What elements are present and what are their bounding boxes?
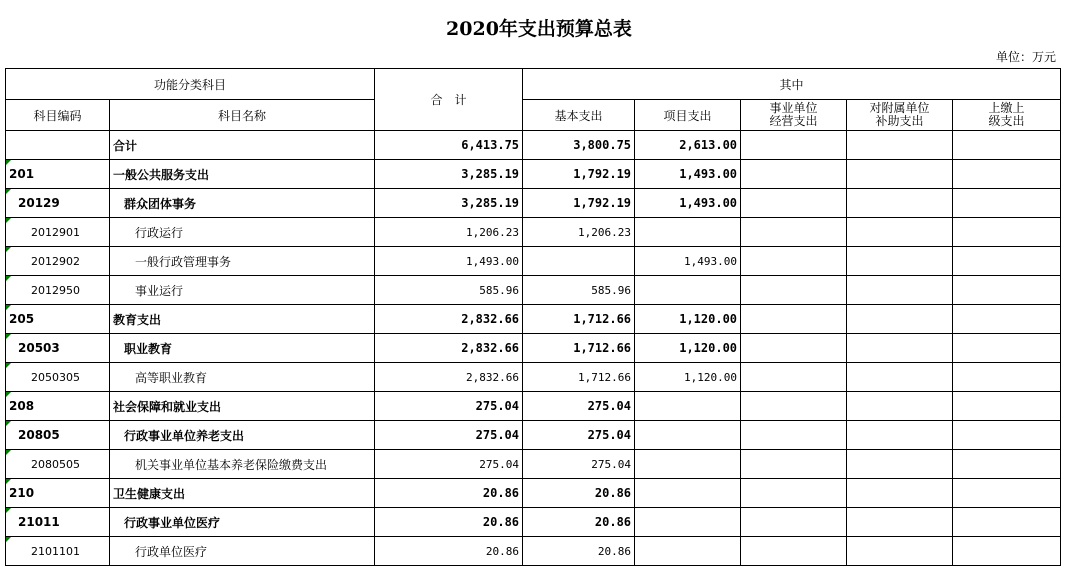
cell-basic-text: 1,206.23 xyxy=(578,225,632,239)
cell-project[interactable] xyxy=(635,189,741,218)
cell-total[interactable] xyxy=(375,131,523,160)
cell-remit[interactable] xyxy=(953,305,1061,334)
cell-code[interactable] xyxy=(6,363,110,392)
cell-biz[interactable] xyxy=(741,508,847,537)
cell-basic-text: 585.96 xyxy=(591,283,632,297)
table-row xyxy=(6,334,1061,363)
cell-project[interactable] xyxy=(635,247,741,276)
comment-marker-icon xyxy=(6,276,11,281)
cell-basic[interactable] xyxy=(523,305,635,334)
cell-name-text: 机关事业单位基本养老保险缴费支出 xyxy=(135,457,328,472)
cell-remit[interactable] xyxy=(953,450,1061,479)
cell-biz[interactable] xyxy=(741,218,847,247)
cell-total[interactable] xyxy=(375,276,523,305)
cell-basic[interactable] xyxy=(523,189,635,218)
cell-project-text: 2,613.00 xyxy=(679,138,738,152)
comment-marker-icon xyxy=(6,537,11,542)
header-row-2 xyxy=(6,100,1061,131)
header-code: 科目编码 xyxy=(6,100,110,131)
cell-subsidy[interactable] xyxy=(847,450,953,479)
cell-remit[interactable] xyxy=(953,479,1061,508)
cell-total[interactable] xyxy=(375,160,523,189)
cell-basic-text: 20.86 xyxy=(594,486,632,500)
cell-name-text: 一般公共服务支出 xyxy=(113,167,210,182)
cell-basic[interactable] xyxy=(523,537,635,566)
cell-biz[interactable] xyxy=(741,363,847,392)
cell-total-text: 1,206.23 xyxy=(466,225,520,239)
header-project: 项目支出 xyxy=(635,100,741,131)
comment-marker-icon xyxy=(6,421,11,426)
header-remit xyxy=(953,100,1061,131)
cell-total[interactable] xyxy=(375,363,523,392)
cell-basic[interactable] xyxy=(523,479,635,508)
cell-name[interactable] xyxy=(110,305,375,334)
cell-basic[interactable] xyxy=(523,160,635,189)
table-row xyxy=(6,218,1061,247)
cell-basic[interactable] xyxy=(523,363,635,392)
comment-marker-icon xyxy=(6,189,11,194)
cell-subsidy[interactable] xyxy=(847,247,953,276)
header-subsidy xyxy=(847,100,953,131)
cell-total[interactable] xyxy=(375,392,523,421)
table-row xyxy=(6,392,1061,421)
cell-basic-text: 1,712.66 xyxy=(573,312,632,326)
cell-basic-text: 275.04 xyxy=(587,399,632,413)
cell-remit[interactable] xyxy=(953,131,1061,160)
cell-remit[interactable] xyxy=(953,537,1061,566)
cell-code[interactable] xyxy=(6,131,110,160)
cell-total-text: 6,413.75 xyxy=(461,138,520,152)
cell-basic-text: 275.04 xyxy=(591,457,632,471)
cell-total[interactable] xyxy=(375,218,523,247)
table-row xyxy=(6,131,1061,160)
header-remit-line2: 级支出 xyxy=(988,114,1025,128)
cell-total-text: 1,493.00 xyxy=(466,254,520,268)
cell-project-text: 1,120.00 xyxy=(679,341,738,355)
cell-biz[interactable] xyxy=(741,276,847,305)
table-row xyxy=(6,450,1061,479)
table-row xyxy=(6,160,1061,189)
cell-code-text: 210 xyxy=(9,486,35,500)
cell-name[interactable] xyxy=(110,508,375,537)
cell-basic-text: 1,792.19 xyxy=(573,167,632,181)
cell-biz[interactable] xyxy=(741,334,847,363)
cell-name[interactable] xyxy=(110,421,375,450)
cell-name-text: 教育支出 xyxy=(113,312,162,327)
cell-total-text: 20.86 xyxy=(485,544,520,558)
cell-total-text: 2,832.66 xyxy=(461,341,520,355)
cell-remit[interactable] xyxy=(953,189,1061,218)
cell-code[interactable] xyxy=(6,189,110,218)
cell-total[interactable] xyxy=(375,421,523,450)
cell-name[interactable] xyxy=(110,363,375,392)
cell-basic[interactable] xyxy=(523,218,635,247)
cell-subsidy[interactable] xyxy=(847,218,953,247)
cell-total-text: 3,285.19 xyxy=(461,196,520,210)
cell-subsidy[interactable] xyxy=(847,421,953,450)
cell-project[interactable] xyxy=(635,276,741,305)
cell-code-text: 20503 xyxy=(18,341,60,355)
cell-code-text: 20805 xyxy=(18,428,60,442)
cell-code[interactable] xyxy=(6,421,110,450)
cell-project[interactable] xyxy=(635,305,741,334)
header-subsidy-line1: 对附属单位 xyxy=(869,101,930,115)
cell-total-text: 275.04 xyxy=(475,428,520,442)
table-row xyxy=(6,276,1061,305)
comment-marker-icon xyxy=(6,392,11,397)
cell-project[interactable] xyxy=(635,450,741,479)
cell-basic-text: 1,792.19 xyxy=(573,196,632,210)
comment-marker-icon xyxy=(6,479,11,484)
cell-name[interactable] xyxy=(110,218,375,247)
cell-remit[interactable] xyxy=(953,334,1061,363)
cell-total[interactable] xyxy=(375,247,523,276)
cell-total-text: 2,832.66 xyxy=(466,370,520,384)
cell-project[interactable] xyxy=(635,334,741,363)
cell-code[interactable] xyxy=(6,276,110,305)
cell-biz[interactable] xyxy=(741,189,847,218)
header-biz-line2: 经营支出 xyxy=(769,114,818,128)
budget-table xyxy=(5,68,1061,566)
cell-subsidy[interactable] xyxy=(847,305,953,334)
cell-code[interactable] xyxy=(6,334,110,363)
cell-remit[interactable] xyxy=(953,160,1061,189)
cell-project-text: 1,493.00 xyxy=(679,196,738,210)
cell-basic[interactable] xyxy=(523,334,635,363)
table-row xyxy=(6,421,1061,450)
cell-code-text: 20129 xyxy=(18,196,60,210)
header-biz xyxy=(741,100,847,131)
cell-project[interactable] xyxy=(635,392,741,421)
header-name: 科目名称 xyxy=(110,100,375,131)
cell-total-text: 20.86 xyxy=(482,515,520,529)
comment-marker-icon xyxy=(6,508,11,513)
cell-biz[interactable] xyxy=(741,537,847,566)
cell-name[interactable] xyxy=(110,131,375,160)
cell-total-text: 275.04 xyxy=(475,399,520,413)
comment-marker-icon xyxy=(6,305,11,310)
cell-remit[interactable] xyxy=(953,276,1061,305)
cell-code[interactable] xyxy=(6,479,110,508)
cell-name-text: 行政单位医疗 xyxy=(135,544,208,559)
cell-total[interactable] xyxy=(375,450,523,479)
cell-basic-text: 20.86 xyxy=(597,544,632,558)
cell-subsidy[interactable] xyxy=(847,508,953,537)
comment-marker-icon xyxy=(6,218,11,223)
cell-subsidy[interactable] xyxy=(847,131,953,160)
header-row-1 xyxy=(6,69,1061,100)
header-total: 合 计 xyxy=(375,69,523,131)
cell-name-text: 事业运行 xyxy=(135,283,184,298)
cell-name[interactable] xyxy=(110,392,375,421)
header-among: 其中 xyxy=(523,69,1061,100)
cell-code[interactable] xyxy=(6,305,110,334)
table-row xyxy=(6,508,1061,537)
cell-basic-text: 20.86 xyxy=(594,515,632,529)
cell-code-text: 2012901 xyxy=(31,225,80,239)
cell-name-text: 职业教育 xyxy=(124,341,173,356)
cell-total-text: 3,285.19 xyxy=(461,167,520,181)
cell-name[interactable] xyxy=(110,247,375,276)
cell-remit[interactable] xyxy=(953,392,1061,421)
cell-code[interactable] xyxy=(6,218,110,247)
comment-marker-icon xyxy=(6,363,11,368)
cell-code-text: 201 xyxy=(9,167,35,181)
cell-total[interactable] xyxy=(375,537,523,566)
cell-project[interactable] xyxy=(635,160,741,189)
cell-basic-text: 1,712.66 xyxy=(573,341,632,355)
table-row xyxy=(6,537,1061,566)
cell-code[interactable] xyxy=(6,247,110,276)
cell-total[interactable] xyxy=(375,305,523,334)
cell-biz[interactable] xyxy=(741,305,847,334)
cell-name-text: 卫生健康支出 xyxy=(113,486,186,501)
cell-basic-text: 3,800.75 xyxy=(573,138,632,152)
header-subsidy-line2: 补助支出 xyxy=(875,114,924,128)
cell-code[interactable] xyxy=(6,508,110,537)
cell-code-text: 2080505 xyxy=(31,457,80,471)
cell-biz[interactable] xyxy=(741,160,847,189)
cell-basic-text: 275.04 xyxy=(587,428,632,442)
header-func-class: 功能分类科目 xyxy=(6,69,375,100)
cell-subsidy[interactable] xyxy=(847,392,953,421)
cell-biz[interactable] xyxy=(741,479,847,508)
cell-total[interactable] xyxy=(375,508,523,537)
cell-basic[interactable] xyxy=(523,450,635,479)
cell-remit[interactable] xyxy=(953,421,1061,450)
cell-subsidy[interactable] xyxy=(847,537,953,566)
header-basic: 基本支出 xyxy=(523,100,635,131)
cell-remit[interactable] xyxy=(953,363,1061,392)
cell-name[interactable] xyxy=(110,479,375,508)
cell-biz[interactable] xyxy=(741,131,847,160)
cell-total-text: 585.96 xyxy=(479,283,520,297)
header-remit-line1: 上缴上 xyxy=(988,101,1025,115)
cell-name[interactable] xyxy=(110,537,375,566)
cell-basic[interactable] xyxy=(523,131,635,160)
cell-basic[interactable] xyxy=(523,508,635,537)
cell-total-text: 2,832.66 xyxy=(461,312,520,326)
cell-code-text: 21011 xyxy=(18,515,60,529)
cell-project[interactable] xyxy=(635,363,741,392)
cell-basic-text: 1,712.66 xyxy=(578,370,632,384)
cell-project-text: 1,120.00 xyxy=(679,312,738,326)
comment-marker-icon xyxy=(6,247,11,252)
cell-code[interactable] xyxy=(6,450,110,479)
comment-marker-icon xyxy=(6,450,11,455)
cell-code-text: 2101101 xyxy=(31,544,80,558)
cell-subsidy[interactable] xyxy=(847,479,953,508)
cell-total-text: 20.86 xyxy=(482,486,520,500)
cell-name[interactable] xyxy=(110,160,375,189)
comment-marker-icon xyxy=(6,160,11,165)
cell-project-text: 1,120.00 xyxy=(684,370,738,384)
report-title: 2020年支出预算总表 xyxy=(446,18,632,40)
table-row xyxy=(6,479,1061,508)
cell-name[interactable] xyxy=(110,189,375,218)
cell-project[interactable] xyxy=(635,421,741,450)
cell-remit[interactable] xyxy=(953,247,1061,276)
cell-biz[interactable] xyxy=(741,421,847,450)
cell-project[interactable] xyxy=(635,218,741,247)
cell-name-text: 群众团体事务 xyxy=(124,196,197,211)
cell-subsidy[interactable] xyxy=(847,334,953,363)
cell-basic[interactable] xyxy=(523,421,635,450)
cell-basic[interactable] xyxy=(523,276,635,305)
cell-name-text: 行政事业单位医疗 xyxy=(124,515,221,530)
cell-code-text: 2012950 xyxy=(31,283,80,297)
cell-basic[interactable] xyxy=(523,392,635,421)
cell-total-text: 275.04 xyxy=(479,457,520,471)
table-row xyxy=(6,305,1061,334)
cell-name-text: 一般行政管理事务 xyxy=(135,254,232,269)
cell-code[interactable] xyxy=(6,537,110,566)
cell-basic[interactable] xyxy=(523,247,635,276)
cell-subsidy[interactable] xyxy=(847,276,953,305)
cell-remit[interactable] xyxy=(953,218,1061,247)
cell-code-text: 2050305 xyxy=(31,370,80,384)
cell-name-text: 高等职业教育 xyxy=(135,370,208,385)
cell-project[interactable] xyxy=(635,508,741,537)
cell-name-text: 行政运行 xyxy=(135,225,184,240)
cell-code-text: 2012902 xyxy=(31,254,80,268)
cell-code[interactable] xyxy=(6,160,110,189)
cell-project-text: 1,493.00 xyxy=(679,167,738,181)
cell-code-text: 208 xyxy=(9,399,35,413)
unit-label: 单位：万元 xyxy=(995,50,1056,64)
cell-biz[interactable] xyxy=(741,392,847,421)
cell-total[interactable] xyxy=(375,334,523,363)
cell-subsidy[interactable] xyxy=(847,189,953,218)
cell-project[interactable] xyxy=(635,537,741,566)
table-row xyxy=(6,363,1061,392)
cell-name-text: 社会保障和就业支出 xyxy=(113,399,222,414)
cell-name[interactable] xyxy=(110,334,375,363)
cell-project[interactable] xyxy=(635,131,741,160)
cell-project-text: 1,493.00 xyxy=(684,254,738,268)
table-row xyxy=(6,247,1061,276)
cell-subsidy[interactable] xyxy=(847,363,953,392)
cell-remit[interactable] xyxy=(953,508,1061,537)
cell-name-text: 合计 xyxy=(113,138,138,153)
comment-marker-icon xyxy=(6,334,11,339)
cell-project[interactable] xyxy=(635,479,741,508)
cell-name[interactable] xyxy=(110,450,375,479)
cell-code-text: 205 xyxy=(9,312,35,326)
cell-total[interactable] xyxy=(375,189,523,218)
cell-code[interactable] xyxy=(6,392,110,421)
cell-biz[interactable] xyxy=(741,247,847,276)
cell-name-text: 行政事业单位养老支出 xyxy=(124,428,245,443)
table-row xyxy=(6,189,1061,218)
cell-biz[interactable] xyxy=(741,450,847,479)
cell-name[interactable] xyxy=(110,276,375,305)
header-biz-line1: 事业单位 xyxy=(769,101,818,115)
cell-subsidy[interactable] xyxy=(847,160,953,189)
cell-total[interactable] xyxy=(375,479,523,508)
